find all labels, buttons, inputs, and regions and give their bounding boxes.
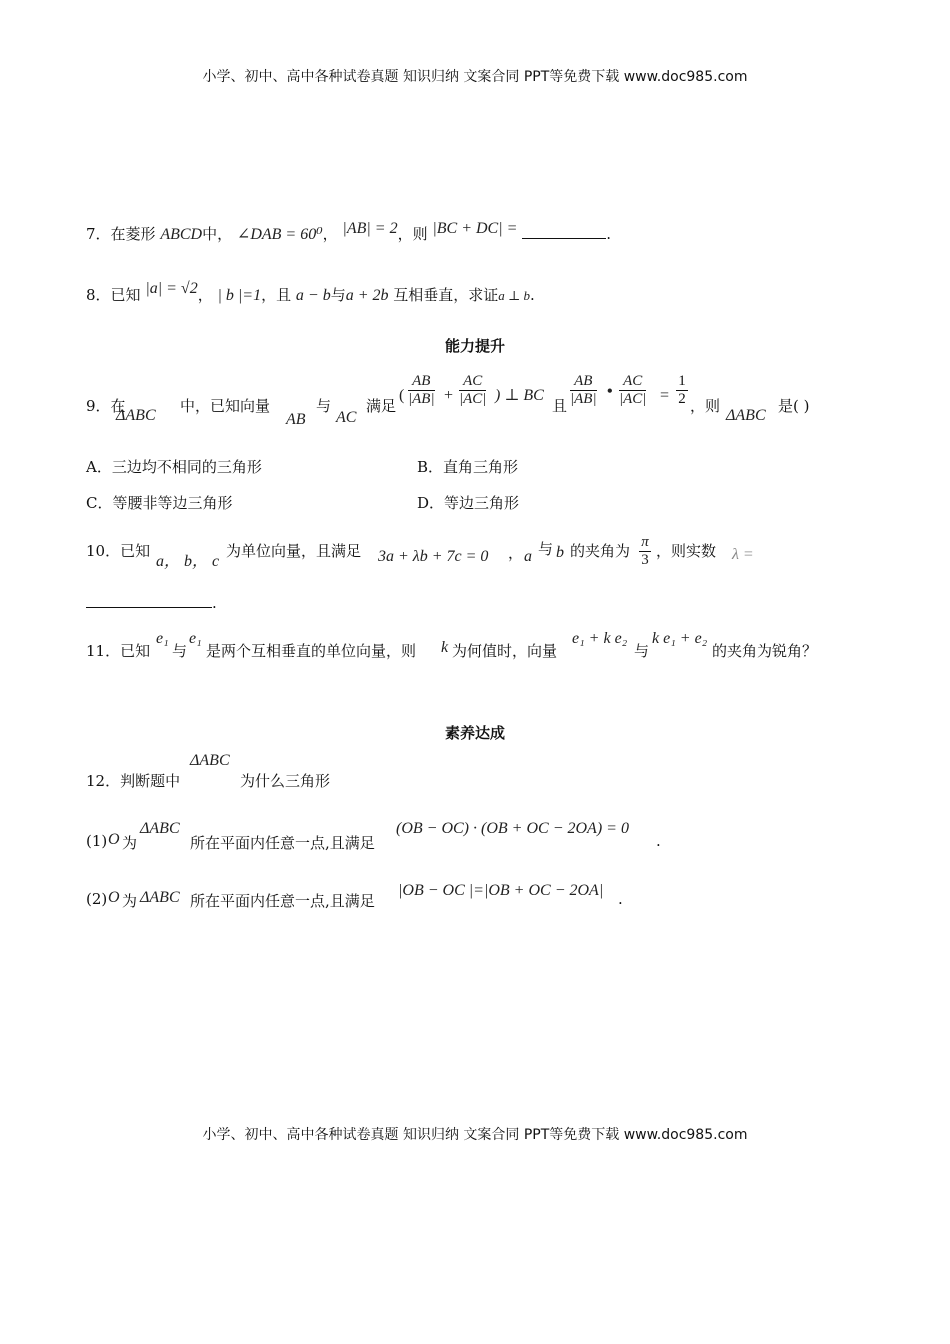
q12b-o: O <box>108 889 120 906</box>
q9-option-b: B．直角三角形 <box>417 458 519 476</box>
q9-tail: 是( ) <box>778 397 810 415</box>
q9-with: 与 <box>316 397 332 415</box>
q11-with-2: 与 <box>634 642 650 660</box>
q7-mid: 中， <box>202 225 233 243</box>
q8-perp: a ⊥ b <box>498 288 531 303</box>
q9-option-a: A．三边均不相同的三角形 <box>86 458 262 476</box>
q9-and: 且 <box>552 397 568 415</box>
question-7 <box>86 220 611 244</box>
q7-answer-blank <box>522 238 606 239</box>
q12a-label: (1) <box>86 832 108 850</box>
q9-text-1: 中，已知向量 <box>180 397 271 415</box>
q12a-o: O <box>108 831 120 848</box>
q12a-end: . <box>656 832 661 850</box>
q12a-text-1: 为 <box>122 834 138 852</box>
q10-with: 与 <box>538 540 554 558</box>
q12-text: 为什么三角形 <box>240 772 331 790</box>
q10-comma: ， <box>508 544 524 562</box>
q9-fraction-ab-2: $\frac{AB}{|AB|}$ <box>570 373 597 407</box>
q8-rest: 互相垂直，求证 <box>393 286 499 304</box>
q9-text-2: 满足 <box>366 397 397 415</box>
q12-number: 12．判断题中 <box>86 772 181 790</box>
q9-equals: = <box>660 387 670 404</box>
q8-number: 8．已知 <box>86 286 141 304</box>
q10-b: b <box>556 544 564 561</box>
q11-text-3: 的夹角为锐角？ <box>712 642 818 660</box>
q10-text-1: 为单位向量，且满足 <box>226 542 362 560</box>
q10-answer-line <box>86 594 217 612</box>
page-header: 小学、初中、高中各种试卷真题 知识归纳 文案合同 PPT等免费下载 www.doc985.com <box>202 69 748 85</box>
q9-vector-ac: AC <box>336 409 357 426</box>
q10-equation: 3a + λb + 7c = 0 <box>378 548 489 565</box>
q7-comma: ， <box>322 225 338 243</box>
q10-a: a <box>524 548 532 565</box>
q9-dot: • <box>607 383 613 400</box>
q11-text-2: 为何值时，向量 <box>452 642 558 660</box>
q10-vars: a， b， c <box>156 553 220 570</box>
q12b-end: . <box>618 890 623 908</box>
q10-text-3: ，则实数 <box>656 542 717 560</box>
q8-b-magnitude: | b |=1 <box>217 287 262 304</box>
q11-vector-1: e₁ + k e₂ <box>572 630 628 647</box>
q8-a-magnitude: |a| = √2 <box>145 280 198 297</box>
q9-open-paren: ( <box>399 387 405 404</box>
q12b-triangle: ΔABC <box>140 889 180 906</box>
question-8 <box>86 280 535 305</box>
q9-plus: + <box>444 387 454 404</box>
q8-with: 与 <box>330 286 346 304</box>
q10-text-2: 的夹角为 <box>570 542 631 560</box>
q12-triangle: ΔABC <box>190 752 230 769</box>
q12a-text-2: 所在平面内任意一点,且满足 <box>190 834 375 852</box>
q7-expression: |BC + DC| = <box>432 220 518 237</box>
q12b-expression: |OB − OC |=|OB + OC − 2OA| <box>398 882 604 899</box>
q11-vector-2: k e₁ + e₂ <box>652 630 708 647</box>
q11-with: 与 <box>172 642 188 660</box>
q9-perp-bc: ) ⊥ BC <box>495 387 544 404</box>
q9-fraction-ac-2: $\frac{AC}{|AC|}$ <box>619 373 647 407</box>
q9-option-d: D．等边三角形 <box>417 494 520 512</box>
q10-end: . <box>212 594 217 612</box>
section-heading-literacy: 素养达成 <box>444 724 505 742</box>
q9-triangle: ΔABC <box>116 407 156 424</box>
q9-then: ，则 <box>690 397 721 415</box>
q7-angle: ∠DAB = 60⁰ <box>236 226 323 243</box>
q11-e1-second: e₁ <box>189 630 202 647</box>
q10-lambda: λ = <box>732 546 754 563</box>
q8-a-minus-b: a − b <box>295 287 331 304</box>
q7-then: ，则 <box>397 225 428 243</box>
q9-vector-ab: AB <box>286 411 306 428</box>
q12a-triangle: ΔABC <box>140 820 180 837</box>
q12b-text-1: 为 <box>122 892 138 910</box>
q12b-text-2: 所在平面内任意一点,且满足 <box>190 892 375 910</box>
q8-end: . <box>530 286 535 304</box>
q8-comma: ， <box>197 286 213 304</box>
q9-option-c: C．等腰非等边三角形 <box>86 494 233 512</box>
q7-ab-magnitude: |AB| = 2 <box>342 220 398 237</box>
q11-text-1: 是两个互相垂直的单位向量，则 <box>206 642 417 660</box>
q11-k: k <box>441 639 449 656</box>
q7-number: 7．在菱形 <box>86 225 156 243</box>
q8-and: ，且 <box>261 286 292 304</box>
section-heading-ability: 能力提升 <box>444 337 505 355</box>
q8-a-plus-2b: a + 2b <box>345 287 389 304</box>
q9-fraction-ac: $\frac{AC}{|AC|}$ <box>459 373 487 407</box>
q10-number: 10．已知 <box>86 542 151 560</box>
q9-fraction-ab: $\frac{AB}{|AB|}$ <box>408 373 435 407</box>
q11-number: 11．已知 <box>86 642 151 660</box>
q10-answer-blank <box>86 607 212 608</box>
q12b-label: (2) <box>86 890 108 908</box>
q9-fraction-half: $\frac{1}{2}$ <box>676 373 688 408</box>
q7-end: . <box>606 225 611 243</box>
q12a-expression: (OB − OC) · (OB + OC − 2OA) = 0 <box>396 820 629 837</box>
q10-pi-over-3: $\frac{\pi}{3}$ <box>639 534 651 569</box>
q9-triangle-2: ΔABC <box>726 407 766 424</box>
page-footer: 小学、初中、高中各种试卷真题 知识归纳 文案合同 PPT等免费下载 www.doc985.com <box>202 1127 748 1143</box>
q9-number: 9．在 <box>86 397 126 415</box>
q11-e1: e₁ <box>156 630 169 647</box>
q7-shape: ABCD <box>160 226 203 243</box>
